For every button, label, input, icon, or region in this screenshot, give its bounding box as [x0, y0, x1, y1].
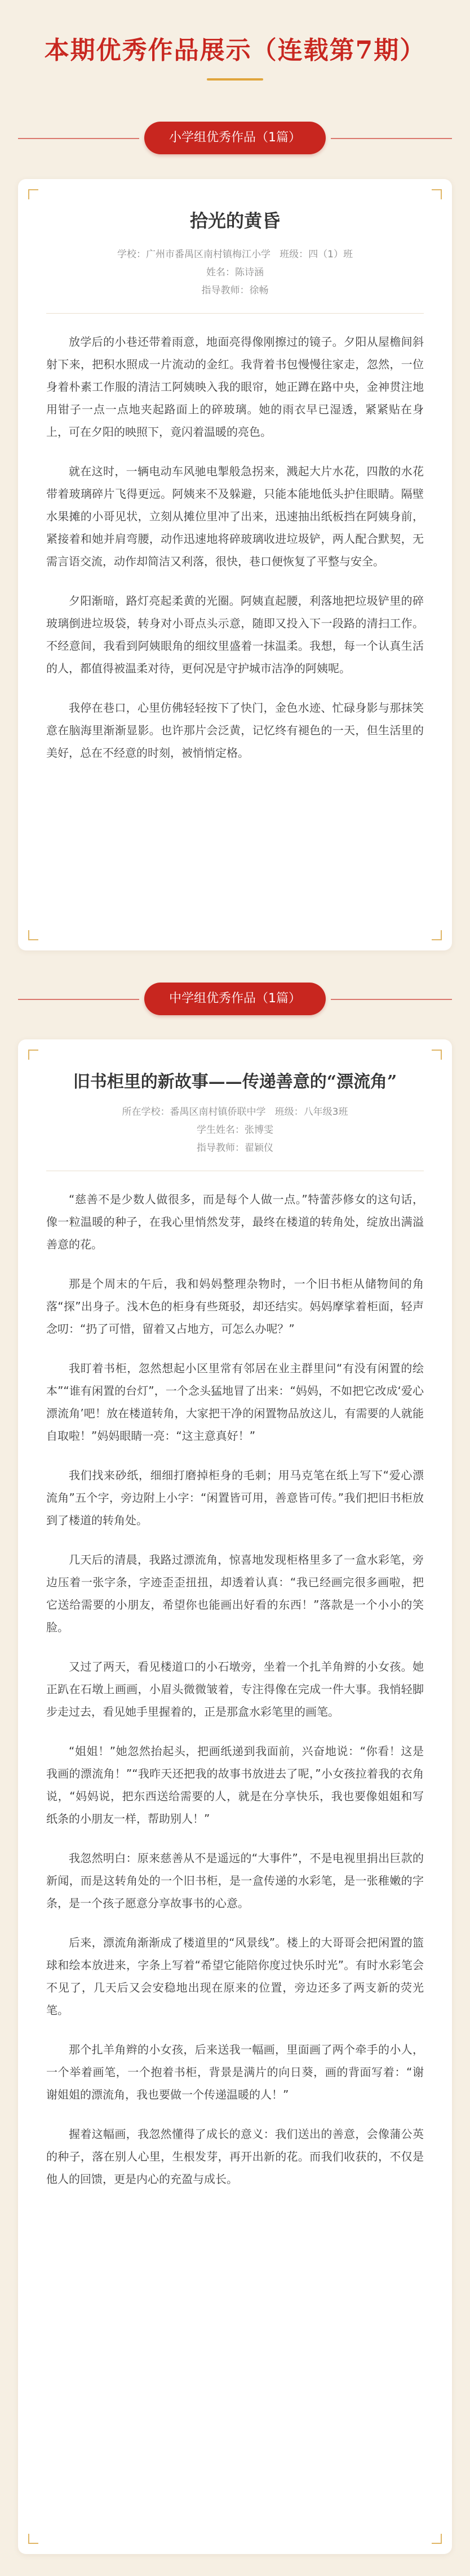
work-meta [46, 1103, 424, 1157]
paragraph: 放学后的小巷还带着雨意，地面亮得像刚擦过的镜子。夕阳从屋檐间斜射下来，把积水照成一片流动的金红。我背着书包慢慢往家走，忽然，一位身着朴素工作服的清洁工阿姨映入我的眼帘，她正蹲在路中央，金神贯注地用钳子一点一点地夹起路面上的碎玻璃。她的雨衣早已湿透，紧紧贴在身上，可在夕阳的映照下，竟闪着温暖的亮色。 [46, 334, 424, 439]
paragraph: 就在这时，一辆电动车风驰电掣般急拐来，溅起大片水花，四散的水花带着玻璃碎片飞得更远。阿姨来不及躲避，只能本能地低头护住眼睛。隔壁水果摊的小哥见状，立刻从摊位里冲了出来，迅速抽出纸板挡在阿姨身前，紧接着和她并肩弯腰，动作迅速地将碎玻璃收进垃圾铲，两人配合默契，无需言语交流，动作却简洁又利落，很快，巷口便恢复了平整与安全。 [46, 464, 424, 568]
paragraph: 那个扎羊角辫的小女孩，后来送我一幅画，里面画了两个牵手的小人，一个举着画笔，一个抱着书柜，背景是满片的向日葵，画的背面写着：“谢谢姐姐的漂流角，我也要做一个传递温暖的人！” [46, 2043, 424, 2101]
meta-teacher-line [46, 1139, 424, 1157]
work-body [46, 1188, 424, 2190]
paragraph: 夕阳渐暗，路灯亮起柔黄的光圈。阿姨直起腰，利落地把垃圾铲里的碎玻璃倒进垃圾袋，转身对小哥点头示意，随即又投入下一段路的清扫工作。不经意间，我看到阿姨眼角的细纹里盛着一抹温柔。我想，每一个认真生活的人，都值得被温柔对待，更何况是守护城市洁净的阿姨呢。 [46, 593, 424, 675]
name-label: 学生姓名： [197, 1124, 245, 1136]
divider-line [331, 138, 452, 139]
divider-line [18, 138, 139, 139]
work-title: 旧书柜里的新故事——传递善意的“漂流角” [73, 1072, 397, 1092]
work-meta [46, 245, 424, 300]
meta-teacher-line [46, 282, 424, 300]
name-value: 张博雯 [245, 1124, 273, 1136]
corner-ornament [432, 189, 442, 199]
corner-ornament [432, 2534, 442, 2544]
paragraph: “慈善不是少数人做很多，而是每个人做一点。”特蕾莎修女的这句话，像一粒温暖的种子，在我心里悄然发芽，最终在楼道的转角处，绽放出满溢善意的花。 [46, 1193, 424, 1251]
school-label: 所在学校： [122, 1106, 170, 1118]
title-divider [207, 78, 263, 81]
section-pill-primary: 小学组优秀作品（1篇） [144, 122, 326, 154]
corner-ornament [28, 189, 38, 199]
meta-name-line [46, 264, 424, 282]
corner-ornament [28, 2534, 38, 2544]
paragraph: 我停在巷口，心里仿佛轻轻按下了快门，金色水迹、忙碌身影与那抹笑意在脑海里渐渐显影。也许那片会泛黄，记忆终有褪色的一天，但生活里的美好，总在不经意的时刻，被悄悄定格。 [46, 700, 424, 760]
meta-school-line [46, 245, 424, 264]
meta-school-line [46, 1103, 424, 1121]
divider-line [331, 999, 452, 1000]
class-label: 班级： [280, 248, 309, 260]
teacher-label: 指导教师： [201, 284, 250, 296]
teacher-value: 徐畅 [249, 284, 269, 296]
section-header-primary [0, 122, 470, 155]
paragraph: 握着这幅画，我忽然懂得了成长的意义：我们送出的善意，会像蒲公英的种子，落在别人心里，生根发芽，再开出新的花。而我们收获的，不仅是他人的回馈，更是内心的充盈与成长。 [46, 2127, 424, 2186]
work-title: 拾光的黄昏 [189, 210, 280, 231]
divider-line [18, 999, 139, 1000]
meta-name-line [46, 1121, 424, 1139]
class-value: 四（1）班 [308, 248, 353, 260]
class-label: 班级： [274, 1106, 304, 1118]
school-label: 学校： [117, 248, 146, 260]
page-header [0, 0, 470, 81]
school-value: 广州市番禺区南村镇梅江小学 [145, 248, 271, 260]
teacher-value: 翟颖仪 [245, 1142, 273, 1154]
corner-ornament [432, 1050, 442, 1060]
paragraph: 那是个周末的午后，我和妈妈整理杂物时，一个旧书柜从储物间的角落“探”出身子。浅木色的柜身有些斑驳，却还结实。妈妈摩挲着柜面，轻声念叨：“扔了可惜，留着又占地方，可怎么办呢？” [46, 1277, 424, 1336]
school-value: 番禺区南村镇侨联中学 [170, 1106, 266, 1118]
paragraph: 我盯着书柜，忽然想起小区里常有邻居在业主群里问“有没有闲置的绘本”“谁有闲置的台灯”，一个念头猛地冒了出来：“妈妈，不如把它改成‘爱心漂流角’吧！放在楼道转角，大家把干净的闲置物品放这儿，有需要的人就能自取啦！”妈妈眼睛一亮：“这主意真好！” [46, 1361, 424, 1443]
section-header-secondary [0, 983, 470, 1016]
meta-divider [46, 313, 424, 314]
paragraph: 几天后的清晨，我路过漂流角，惊喜地发现柜格里多了一盒水彩笔，旁边压着一张字条，字迹歪歪扭扭，却透着认真：“我已经画完很多画啦，把它送给需要的小朋友，希望你也能画出好看的东西！”落款是一个小小的笑脸。 [46, 1553, 424, 1634]
paragraph: 我们找来砂纸，细细打磨掉柜身的毛刺；用马克笔在纸上写下“爱心漂流角”五个字，旁边附上小字：“闲置皆可用，善意皆可传。”我们把旧书柜放到了楼道的转角处。 [46, 1468, 424, 1527]
class-value: 八年级3班 [303, 1106, 348, 1118]
work-body [46, 331, 424, 764]
work-card-secondary [18, 1039, 452, 2554]
paragraph: “姐姐！”她忽然抬起头，把画纸递到我面前，兴奋地说：“你看！这是我画的漂流角！”“我昨天还把我的故事书放进去了呢，”小女孩拉着我的衣角说，“妈妈说，把东西送给需要的人，就是在分享快乐，我也要像姐姐和写纸条的小朋友一样，帮助别人！” [46, 1744, 424, 1825]
teacher-label: 指导教师： [197, 1142, 245, 1154]
section-pill-secondary: 中学组优秀作品（1篇） [144, 983, 326, 1015]
paragraph: 又过了两天，看见楼道口的小石墩旁，坐着一个扎羊角辫的小女孩。她正趴在石墩上画画，小眉头微微皱着，专注得像在完成一件大事。我悄轻脚步走过去，看见她手里握着的，正是那盒水彩笔里的画笔。 [46, 1660, 424, 1718]
work-card-primary [18, 179, 452, 950]
corner-ornament [28, 1050, 38, 1060]
corner-ornament [28, 930, 38, 940]
paragraph: 我忽然明白：原来慈善从不是遥远的“大事件”，不是电视里捐出巨款的新闻，而是这转角处的一个旧书柜，是一盒传递的水彩笔，是一张稚嫩的字条，是一个孩子愿意分享故事书的心意。 [46, 1851, 424, 1910]
name-value: 陈诗涵 [235, 266, 264, 278]
name-label: 姓名： [206, 266, 235, 278]
corner-ornament [432, 930, 442, 940]
page-title: 本期优秀作品展示（连载第7期） [44, 36, 426, 65]
paragraph: 后来，漂流角渐渐成了楼道里的“风景线”。楼上的大哥哥会把闲置的篮球和绘本放进来，字条上写着“希望它能陪你度过快乐时光”。有时水彩笔会不见了，几天后又会安稳地出现在原来的位置，旁边还多了两支新的荧光笔。 [46, 1936, 424, 2017]
